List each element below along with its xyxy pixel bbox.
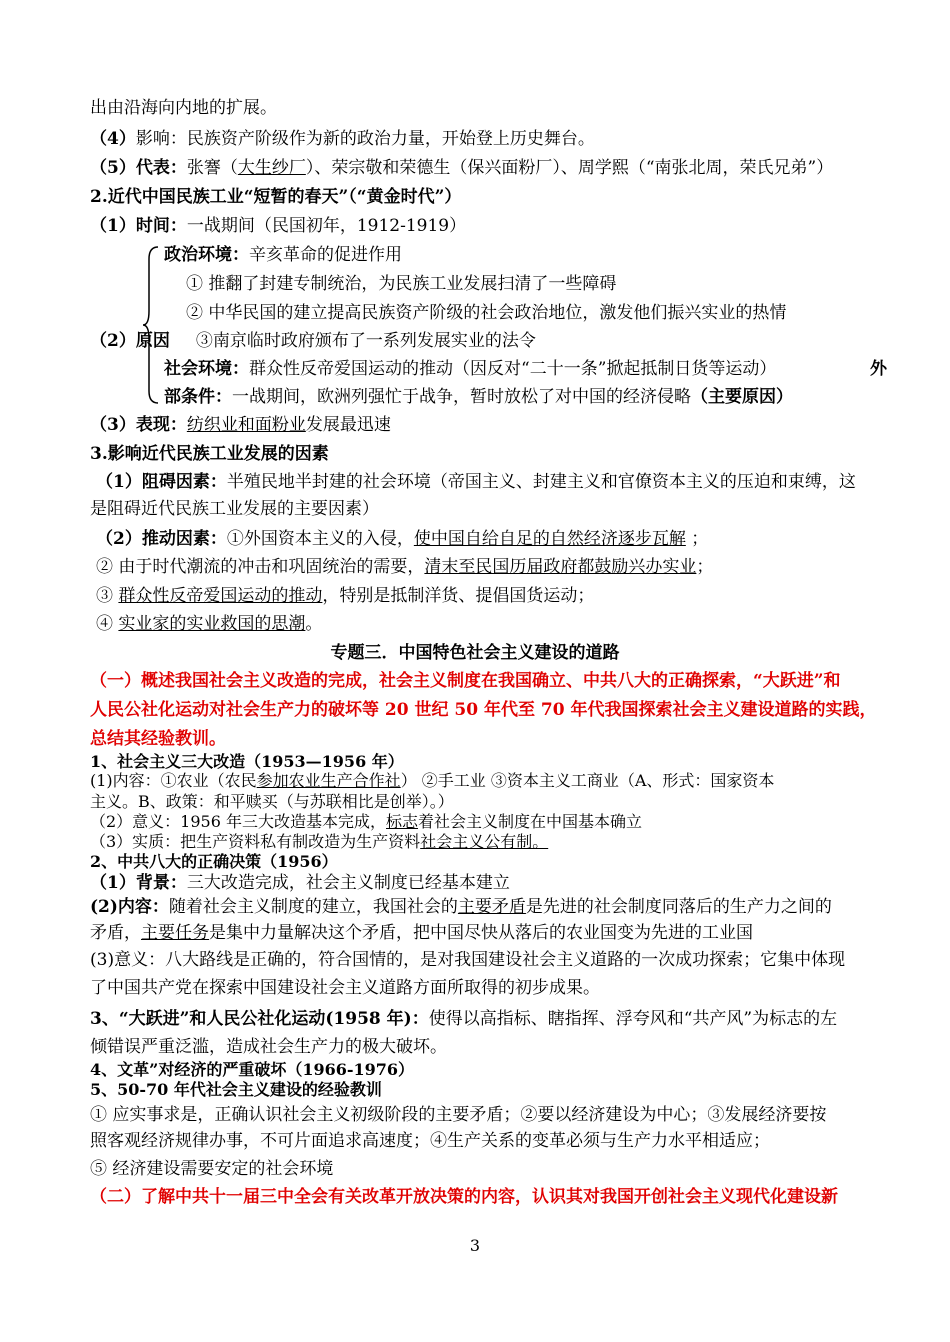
red-heading-line: 人民公社化运动对社会生产力的破坏等 20 世纪 50 年代至 70 年代我国探索社会主义建设道路的实践， — [90, 700, 877, 720]
text-line: 了中国共产党在探索中国建设社会主义道路方面所取得的初步成果。 — [90, 978, 600, 998]
text-line — [90, 832, 548, 852]
text: ② 由于时代潮流的冲击和巩固统治的需要， — [96, 557, 425, 577]
text-line: 主义。B、政策：和平赎买（与苏联相比是创举）。） — [90, 792, 454, 811]
text-line — [96, 585, 594, 607]
label: (2)内容： — [90, 897, 169, 917]
text-line — [96, 613, 322, 635]
underlined-text: 群众性反帝爱国运动的推动 — [118, 586, 323, 606]
text: 。 — [305, 614, 323, 634]
topic-title: 专题三．中国特色社会主义建设的道路 — [330, 643, 620, 663]
text-line — [90, 128, 595, 150]
text: ③ — [96, 586, 119, 606]
underlined-text: 大生纱厂 — [237, 158, 306, 178]
text: 是先进的社会制度同落后的生产力之间的 — [525, 897, 832, 917]
text-line — [90, 215, 466, 237]
text: 一战期间（民国初年，1912-1919） — [186, 216, 467, 236]
text-line: ② 中华民国的建立提高民族资产阶级的社会政治地位，激发他们振兴实业的热情 — [186, 303, 787, 323]
text: ①外国资本主义的入侵， — [226, 529, 414, 549]
text: 外 — [870, 359, 887, 379]
text-line — [96, 528, 708, 550]
text-line — [90, 771, 774, 791]
label: （3）表现： — [90, 415, 187, 435]
text: 发展最迅速 — [305, 415, 391, 435]
section-heading: 5、50-70 年代社会主义建设的经验教训 — [90, 1080, 382, 1099]
page-number: 3 — [469, 1236, 481, 1255]
text: 半殖民地半封建的社会环境（帝国主义、封建主义和官僚资本主义的压迫和束缚，这 — [226, 472, 856, 492]
text-line: 是阻碍近代民族工业发展的主要因素） — [90, 499, 379, 519]
label: （2）推动因素： — [96, 529, 227, 549]
section-heading: 4、文革”对经济的严重破坏（1966-1976） — [90, 1060, 415, 1079]
text-line: 出由沿海向内地的扩展。 — [90, 98, 277, 118]
brace-icon — [142, 245, 160, 405]
text-line: ⑤ 经济建设需要安定的社会环境 — [90, 1159, 334, 1179]
text: 辛亥革命的促进作用 — [249, 245, 402, 265]
text: 一战期间，欧洲列强忙于战争，暂时放松了对中国的经济侵略 — [232, 387, 691, 407]
text: 矛盾， — [90, 923, 141, 943]
text: （3）实质：把生产资料私有制改造为生产资料 — [90, 832, 421, 851]
label: 政治环境： — [164, 245, 249, 265]
red-heading-line: （二）了解中共十一届三中全会有关改革开放决策的内容，认识其对我国开创社会主义现代化建设新 — [90, 1187, 838, 1207]
text: 群众性反帝爱国运动的推动（因反对“二十一条”掀起抵制日货等运动） — [249, 359, 777, 379]
text: ④ — [96, 614, 119, 634]
text-line — [90, 414, 391, 436]
text-line: ① 推翻了封建专制统治，为民族工业发展扫清了一些障碍 — [186, 274, 617, 294]
label: （2）原因 — [90, 331, 170, 351]
label: （1）阻碍因素： — [96, 472, 227, 492]
text-line — [90, 896, 832, 918]
underlined-text: 社会主义公有制。 — [420, 832, 549, 851]
text: ）、荣宗敬和荣德生（保兴面粉厂）、周学熙（“南张北周，荣氏兄弟”） — [305, 158, 834, 178]
underlined-text: 使中国自给自足的自然经济逐步瓦解 — [413, 529, 686, 549]
text: 随着社会主义制度的建立，我国社会的 — [168, 897, 458, 917]
emphasis: （主要原因） — [691, 387, 793, 407]
text-line: 倾错误严重泛滥，造成社会生产力的极大破坏。 — [90, 1037, 447, 1057]
label: 部条件： — [164, 387, 232, 407]
text-line — [90, 1008, 837, 1030]
text: （2）意义：1956 年三大改造基本完成， — [90, 812, 386, 831]
text-line — [96, 556, 713, 578]
red-heading-line: 总结其经验教训。 — [90, 729, 226, 749]
text-line — [164, 386, 793, 408]
underlined-text: 纺织业和面粉业 — [186, 415, 306, 435]
text: 三大改造完成，社会主义制度已经基本建立 — [186, 873, 510, 893]
text-line — [90, 922, 753, 944]
text: 着社会主义制度在中国基本确立 — [418, 812, 643, 831]
text: (1)内容：①农业（农民 — [90, 771, 257, 790]
underlined-text: 清末至民国历届政府都鼓励兴办实业 — [424, 557, 697, 577]
label: 社会环境： — [164, 359, 249, 379]
section-heading: 3.影响近代民族工业发展的因素 — [90, 444, 329, 464]
text: 使得以高指标、瞎指挥、浮夸风和“共产风”为标志的左 — [428, 1009, 838, 1029]
section-heading: 2.近代中国民族工业“短暂的春天”（“黄金时代”） — [90, 187, 462, 207]
text: 张謇（ — [186, 158, 238, 178]
label: 3、“大跃进”和人民公社化运动(1958 年)： — [90, 1009, 429, 1029]
text: 影响：民族资产阶级作为新的政治力量，开始登上历史舞台。 — [135, 129, 595, 149]
underlined-text: 主要任务 — [141, 923, 209, 943]
text: ； — [696, 557, 714, 577]
label: （5）代表： — [90, 158, 187, 178]
text-line — [96, 471, 856, 493]
text-line — [90, 157, 833, 179]
text: 是集中力量解决这个矛盾，把中国尽快从落后的农业国变为先进的工业国 — [209, 923, 753, 943]
text: ） ②手工业 ③资本主义工商业（A、形式：国家资本 — [400, 771, 775, 790]
section-heading: 2、中共八大的正确决策（1956） — [90, 852, 338, 871]
underlined-text: 参加农业生产合作社 — [256, 771, 401, 790]
text: ③南京临时政府颁布了一系列发展实业的法令 — [195, 331, 536, 351]
underlined-text: 实业家的实业救国的思潮 — [118, 614, 306, 634]
underlined-text: 标志 — [386, 812, 419, 831]
text-line — [90, 812, 642, 832]
text-line — [90, 872, 510, 894]
text-line — [90, 330, 536, 352]
text-line: ① 应实事求是，正确认识社会主义初级阶段的主要矛盾；②要以经济建设为中心；③发展经济要按 — [90, 1105, 827, 1125]
label: （1）背景： — [90, 873, 187, 893]
label: （1）时间： — [90, 216, 187, 236]
text-line: (3)意义：八大路线是正确的，符合国情的，是对我国建设社会主义道路的一次成功探索；它集中体现 — [90, 950, 846, 970]
text-line: 照客观经济规律办事，不可片面追求高速度；④生产关系的变革必须与生产力水平相适应； — [90, 1131, 770, 1151]
text-line — [164, 358, 776, 380]
section-heading: 1、社会主义三大改造（1953—1956 年） — [90, 752, 404, 771]
label: （4） — [90, 129, 136, 149]
red-heading-line: （一）概述我国社会主义改造的完成，社会主义制度在我国确立、中共八大的正确探索，“大跃进”和 — [90, 671, 841, 691]
text: ； — [685, 529, 709, 549]
text-line — [164, 244, 402, 266]
underlined-text: 主要矛盾 — [457, 897, 526, 917]
text: ，特别是抵制洋货、提倡国货运动； — [322, 586, 595, 606]
